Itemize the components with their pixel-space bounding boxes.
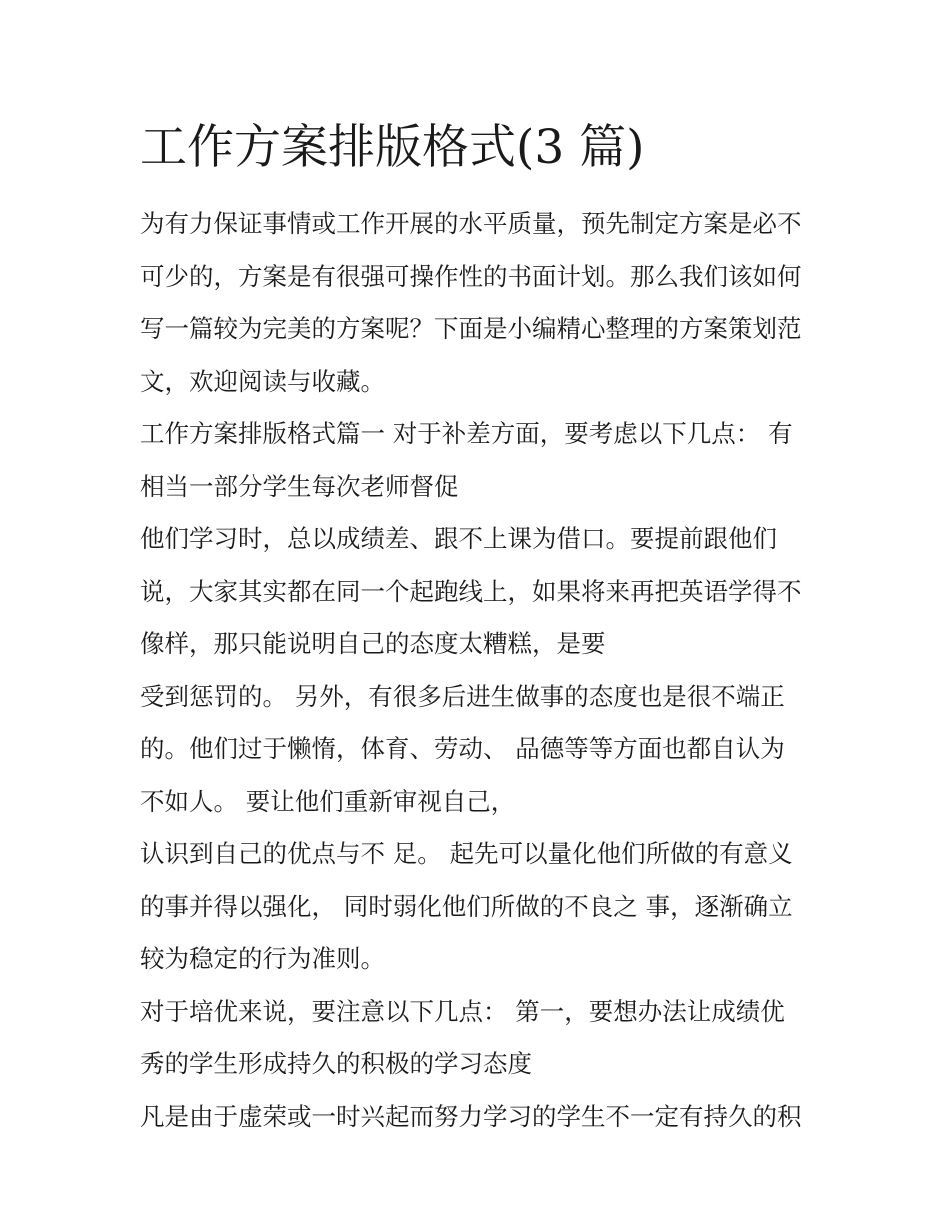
text-line: 的。他们过于懒惰，体育、劳动、 品德等等方面也都自认为	[140, 734, 785, 763]
text-line: 文，欢迎阅读与收藏。	[140, 366, 385, 396]
text-line: 较为稳定的行为准则。	[140, 944, 385, 973]
text-line: 他们学习时，总以成绩差、跟不上课为借口。要提前跟他们	[140, 524, 777, 553]
text-line: 凡是由于虚荣或一时兴起而努力学习的学生不一定有持久的积	[140, 1101, 802, 1131]
text-line: 不如人。 要让他们重新审视自己，	[140, 786, 516, 816]
text-line: 认识到自己的优点与不 足。 起先可以量化他们所做的有意义	[140, 839, 793, 868]
text-line: 像样，那只能说明自己的态度太糟糕，是要	[140, 629, 606, 658]
text-line: 相当一部分学生每次老师督促	[140, 471, 459, 501]
text-line: 可少的，方案是有很强可操作性的书面计划。那么我们该如何	[140, 261, 802, 291]
text-line: 对于培优来说，要注意以下几点： 第一，要想办法让成绩优	[140, 996, 785, 1026]
text-line: 的事并得以强化， 同时弱化他们所做的不良之 事，逐渐确立	[140, 891, 793, 921]
text-line: 说，大家其实都在同一个起跑线上，如果将来再把英语学得不	[140, 576, 802, 606]
text-line: 受到惩罚的。 另外，有很多后进生做事的态度也是很不端正	[140, 681, 785, 711]
document-body	[140, 198, 812, 1143]
text-line: 写一篇较为完美的方案呢？下面是小编精心整理的方案策划范	[140, 314, 802, 343]
text-line: 为有力保证事情或工作开展的水平质量，预先制定方案是必不	[140, 209, 802, 238]
text-line: 秀的学生形成持久的积极的学习态度	[140, 1049, 532, 1078]
document-title: 工作方案排版格式(3 篇)	[140, 120, 645, 175]
text-line: 工作方案排版格式篇一 对于补差方面，要考虑以下几点： 有	[140, 419, 793, 448]
